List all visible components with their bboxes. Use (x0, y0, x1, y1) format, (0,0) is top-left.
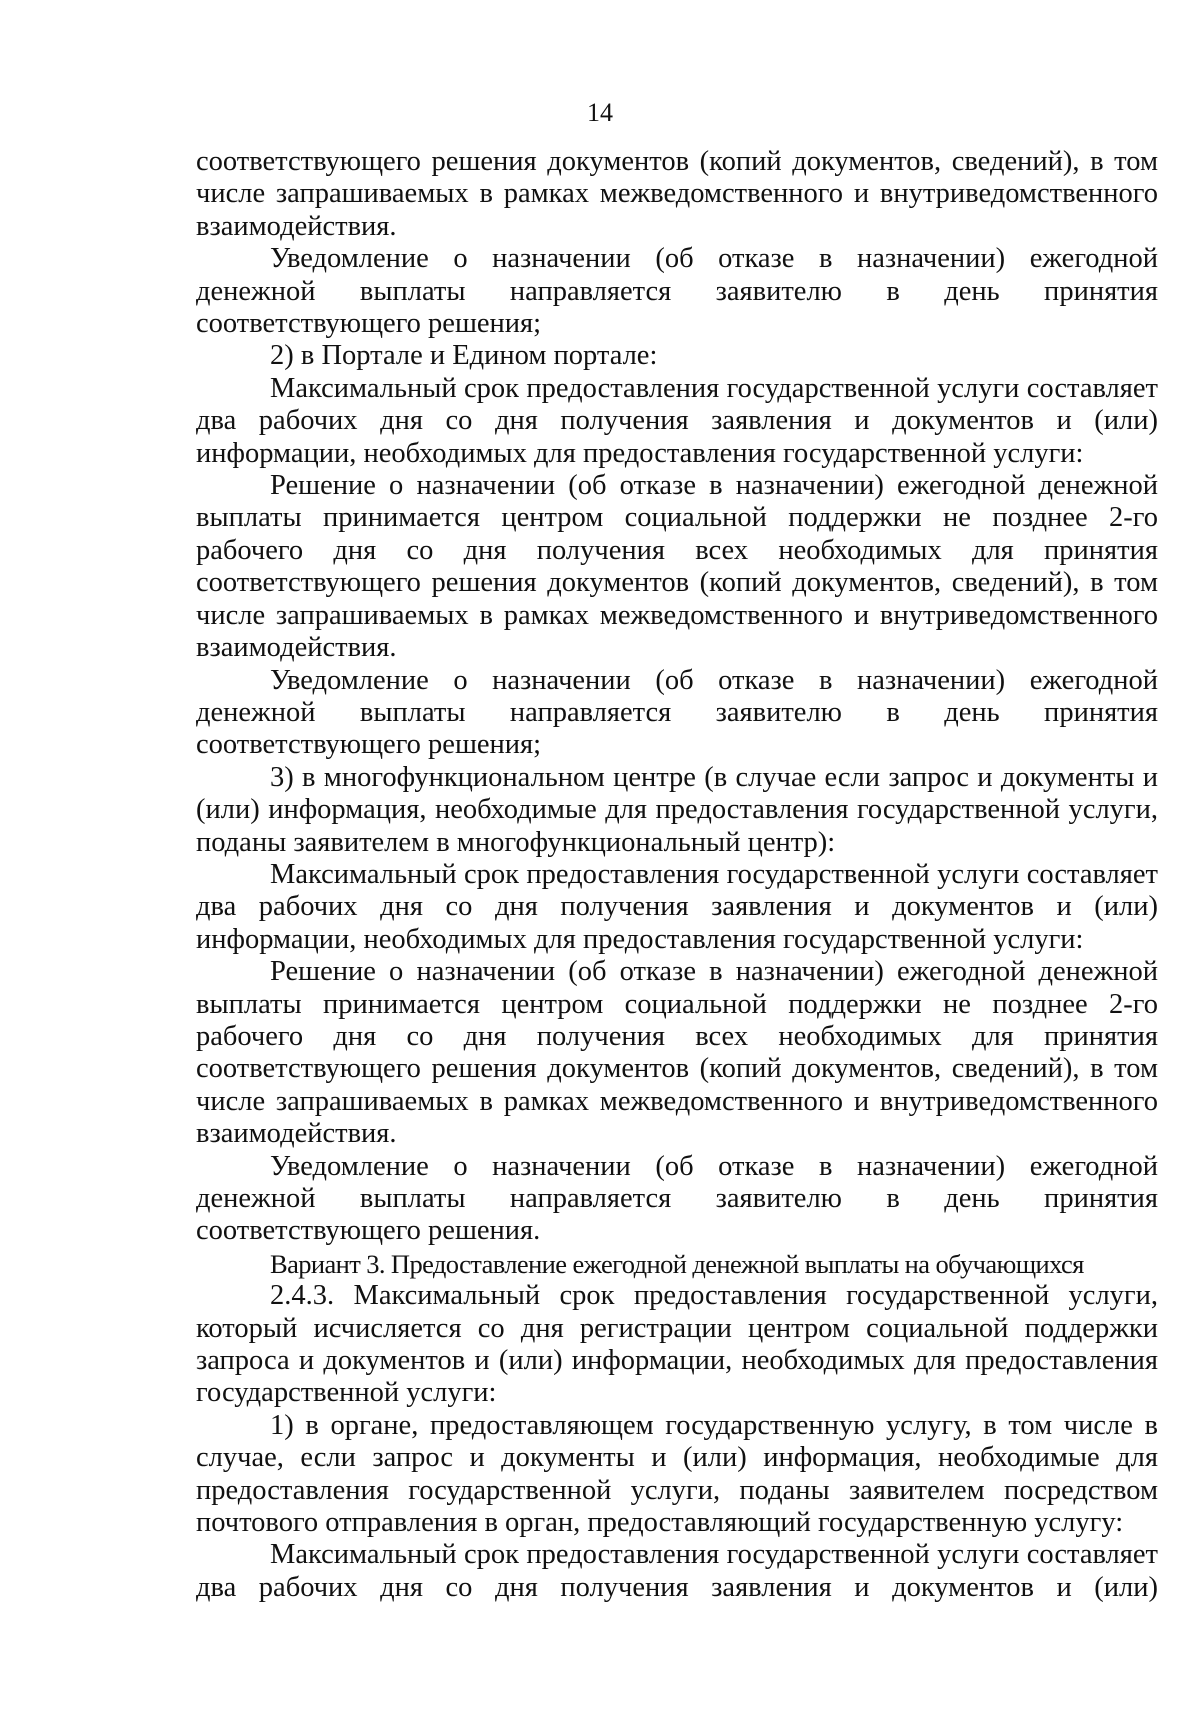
list-item-heading: 1) в органе, предоставляющем государственную услугу, в том числе в случае, если запрос и документы и (или) информация, необходимые для предоставления государственной услуги, поданы заявителем посредством почтового отправления в орган, предоставляющий государственную услугу: (196, 1409, 1158, 1539)
paragraph: Решение о назначении (об отказе в назначении) ежегодной денежной выплаты принимается центром социальной поддержки не позднее 2-го рабочего дня со дня получения всех необходимых для принятия соответствующего решения документов (копий документов, сведений), в том числе запрашиваемых в рамках межведомственного и внутриведомственного взаимодействия. (196, 470, 1158, 664)
paragraph: Уведомление о назначении (об отказе в назначении) ежегодной денежной выплаты направляется заявителю в день принятия соответствующего решения. (196, 1150, 1158, 1247)
paragraph: Уведомление о назначении (об отказе в назначении) ежегодной денежной выплаты направляется заявителю в день принятия соответствующего решения; (196, 664, 1158, 761)
paragraph: Максимальный срок предоставления государственной услуги составляет два рабочих дня со дня получения заявления и документов и (или) (196, 1539, 1158, 1603)
variant-heading: Вариант 3. Предоставление ежегодной денежной выплаты на обучающихся (270, 1248, 1084, 1279)
section-paragraph: 2.4.3. Максимальный срок предоставления государственной услуги, который исчисляется со дня регистрации центром социальной поддержки запроса и документов и (или) информации, необходимых для предоставления государственной услуги: (196, 1280, 1158, 1409)
list-item-heading: 3) в многофункциональном центре (в случае если запрос и документы и (или) информация, необходимые для предоставления государственной услуги, поданы заявителем в многофункциональный центр): (196, 761, 1158, 858)
page-number: 14 (587, 98, 613, 127)
paragraph: соответствующего решения документов (копий документов, сведений), в том числе запрашиваемых в рамках межведомственного и внутриведомственного взаимодействия. (196, 146, 1158, 242)
list-item-heading: 2) в Портале и Едином портале: (270, 340, 658, 372)
paragraph: Уведомление о назначении (об отказе в назначении) ежегодной денежной выплаты направляется заявителю в день принятия соответствующего решения; (196, 243, 1158, 340)
paragraph: Максимальный срок предоставления государственной услуги составляет два рабочих дня со дня получения заявления и документов и (или) информации, необходимых для предоставления государственной услуги: (196, 372, 1158, 469)
paragraph: Решение о назначении (об отказе в назначении) ежегодной денежной выплаты принимается центром социальной поддержки не позднее 2-го рабочего дня со дня получения всех необходимых для принятия соответствующего решения документов (копий документов, сведений), в том числе запрашиваемых в рамках межведомственного и внутриведомственного взаимодействия. (196, 956, 1158, 1150)
paragraph: Максимальный срок предоставления государственной услуги составляет два рабочих дня со дня получения заявления и документов и (или) информации, необходимых для предоставления государственной услуги: (196, 858, 1158, 955)
document-body (196, 146, 1158, 1604)
